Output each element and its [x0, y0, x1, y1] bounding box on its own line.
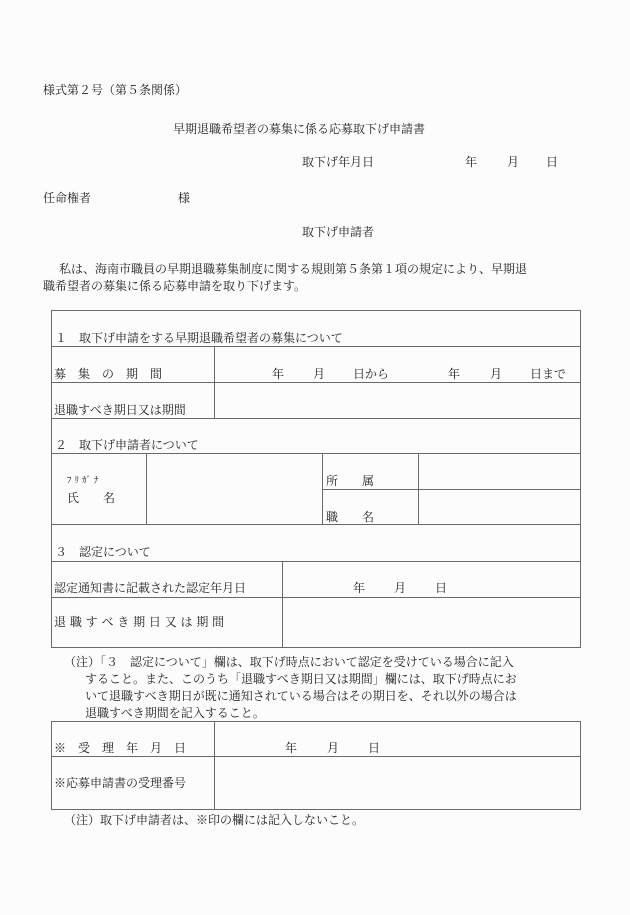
affiliation-label: 所 属 — [326, 474, 375, 488]
furigana-label: ﾌﾘｶﾞﾅ — [67, 476, 102, 486]
cert-retirement-label: 退 職 す べ き 期 日 又 は 期 間 — [54, 615, 225, 629]
section3-heading: ３ 認定について — [55, 545, 151, 559]
table-border — [580, 310, 581, 647]
note1-line4: 退職すべき期間を記入すること。 — [85, 706, 265, 720]
retirement-date-label: 退職すべき期日又は期間 — [54, 403, 186, 417]
cert-date-month[interactable]: 月 — [394, 581, 407, 595]
withdrawal-date-year[interactable]: 年 — [465, 155, 478, 169]
period-end-year[interactable]: 年 — [448, 367, 461, 381]
cert-date-year[interactable]: 年 — [353, 581, 366, 595]
table-border — [51, 647, 581, 648]
note1-line2: すること。また、このうち「退職すべき期日又は期間」欄には、取下げ時点にお — [85, 672, 517, 686]
addressee-label: 任命権者 — [43, 191, 92, 205]
withdrawal-date-day[interactable]: 日 — [546, 155, 559, 169]
addressee-honorific: 様 — [178, 191, 191, 205]
cert-date-label: 認定通知書に記載された認定年月日 — [54, 581, 247, 595]
applicant-label: 取下げ申請者 — [302, 225, 375, 239]
period-start-month[interactable]: 月 — [313, 367, 326, 381]
period-end-month[interactable]: 月 — [490, 367, 503, 381]
position-label: 職 名 — [326, 510, 375, 524]
section2-heading: ２ 取下げ申請者について — [55, 438, 199, 452]
table-border — [580, 721, 581, 809]
body-text-line2: 職希望者の募集に係る応募申請を取り下げます。 — [43, 279, 307, 293]
body-text-line1: 私は、海南市職員の早期退職募集制度に関する規則第５条第１項の規定により、早期退 — [59, 262, 528, 276]
document-title: 早期退職希望者の募集に係る応募取下げ申請書 — [173, 122, 426, 136]
row-divider — [51, 561, 580, 562]
table-border — [51, 721, 580, 722]
receipt-number-field[interactable] — [215, 757, 579, 808]
receipt-date-year[interactable]: 年 — [285, 741, 298, 755]
table-border — [51, 721, 52, 809]
form-number: 様式第２号（第５条関係） — [43, 83, 188, 97]
name-label: 氏 名 — [67, 491, 116, 505]
note2: （注）取下げ申請者は、※印の欄には記入しないこと。 — [64, 813, 365, 827]
period-start-day[interactable]: 日から — [353, 367, 390, 381]
note1-line3: いて退職すべき期日が既に通知されている場合はその期日を、それ以外の場合は — [85, 689, 517, 703]
receipt-number-label: ※応募申請書の受理番号 — [54, 776, 187, 790]
section1-heading: １ 取下げ申請をする早期退職希望者の募集について — [55, 331, 343, 345]
withdrawal-date-label: 取下げ年月日 — [302, 155, 375, 169]
cert-retirement-field[interactable] — [283, 598, 579, 646]
withdrawal-date-month[interactable]: 月 — [507, 155, 520, 169]
receipt-date-label: ※ 受 理 年 月 日 — [54, 741, 187, 755]
name-field[interactable] — [147, 454, 321, 523]
row-divider — [51, 418, 580, 419]
affiliation-field[interactable] — [419, 454, 579, 488]
recruitment-period-label: 募 集 の 期 間 — [54, 367, 163, 381]
row-divider — [51, 346, 580, 347]
row-divider — [51, 524, 580, 525]
table-border — [51, 809, 581, 810]
receipt-date-day[interactable]: 日 — [368, 741, 381, 755]
table-border — [51, 310, 580, 311]
period-start-year[interactable]: 年 — [272, 367, 285, 381]
cert-date-day[interactable]: 日 — [435, 581, 448, 595]
retirement-date-field[interactable] — [215, 383, 579, 417]
period-end-day[interactable]: 日まで — [530, 367, 567, 381]
position-field[interactable] — [419, 490, 579, 523]
note1-line1: （注）「３ 認定について」欄は、取下げ時点において認定を受けている場合に記入 — [64, 655, 514, 669]
receipt-date-month[interactable]: 月 — [327, 741, 340, 755]
